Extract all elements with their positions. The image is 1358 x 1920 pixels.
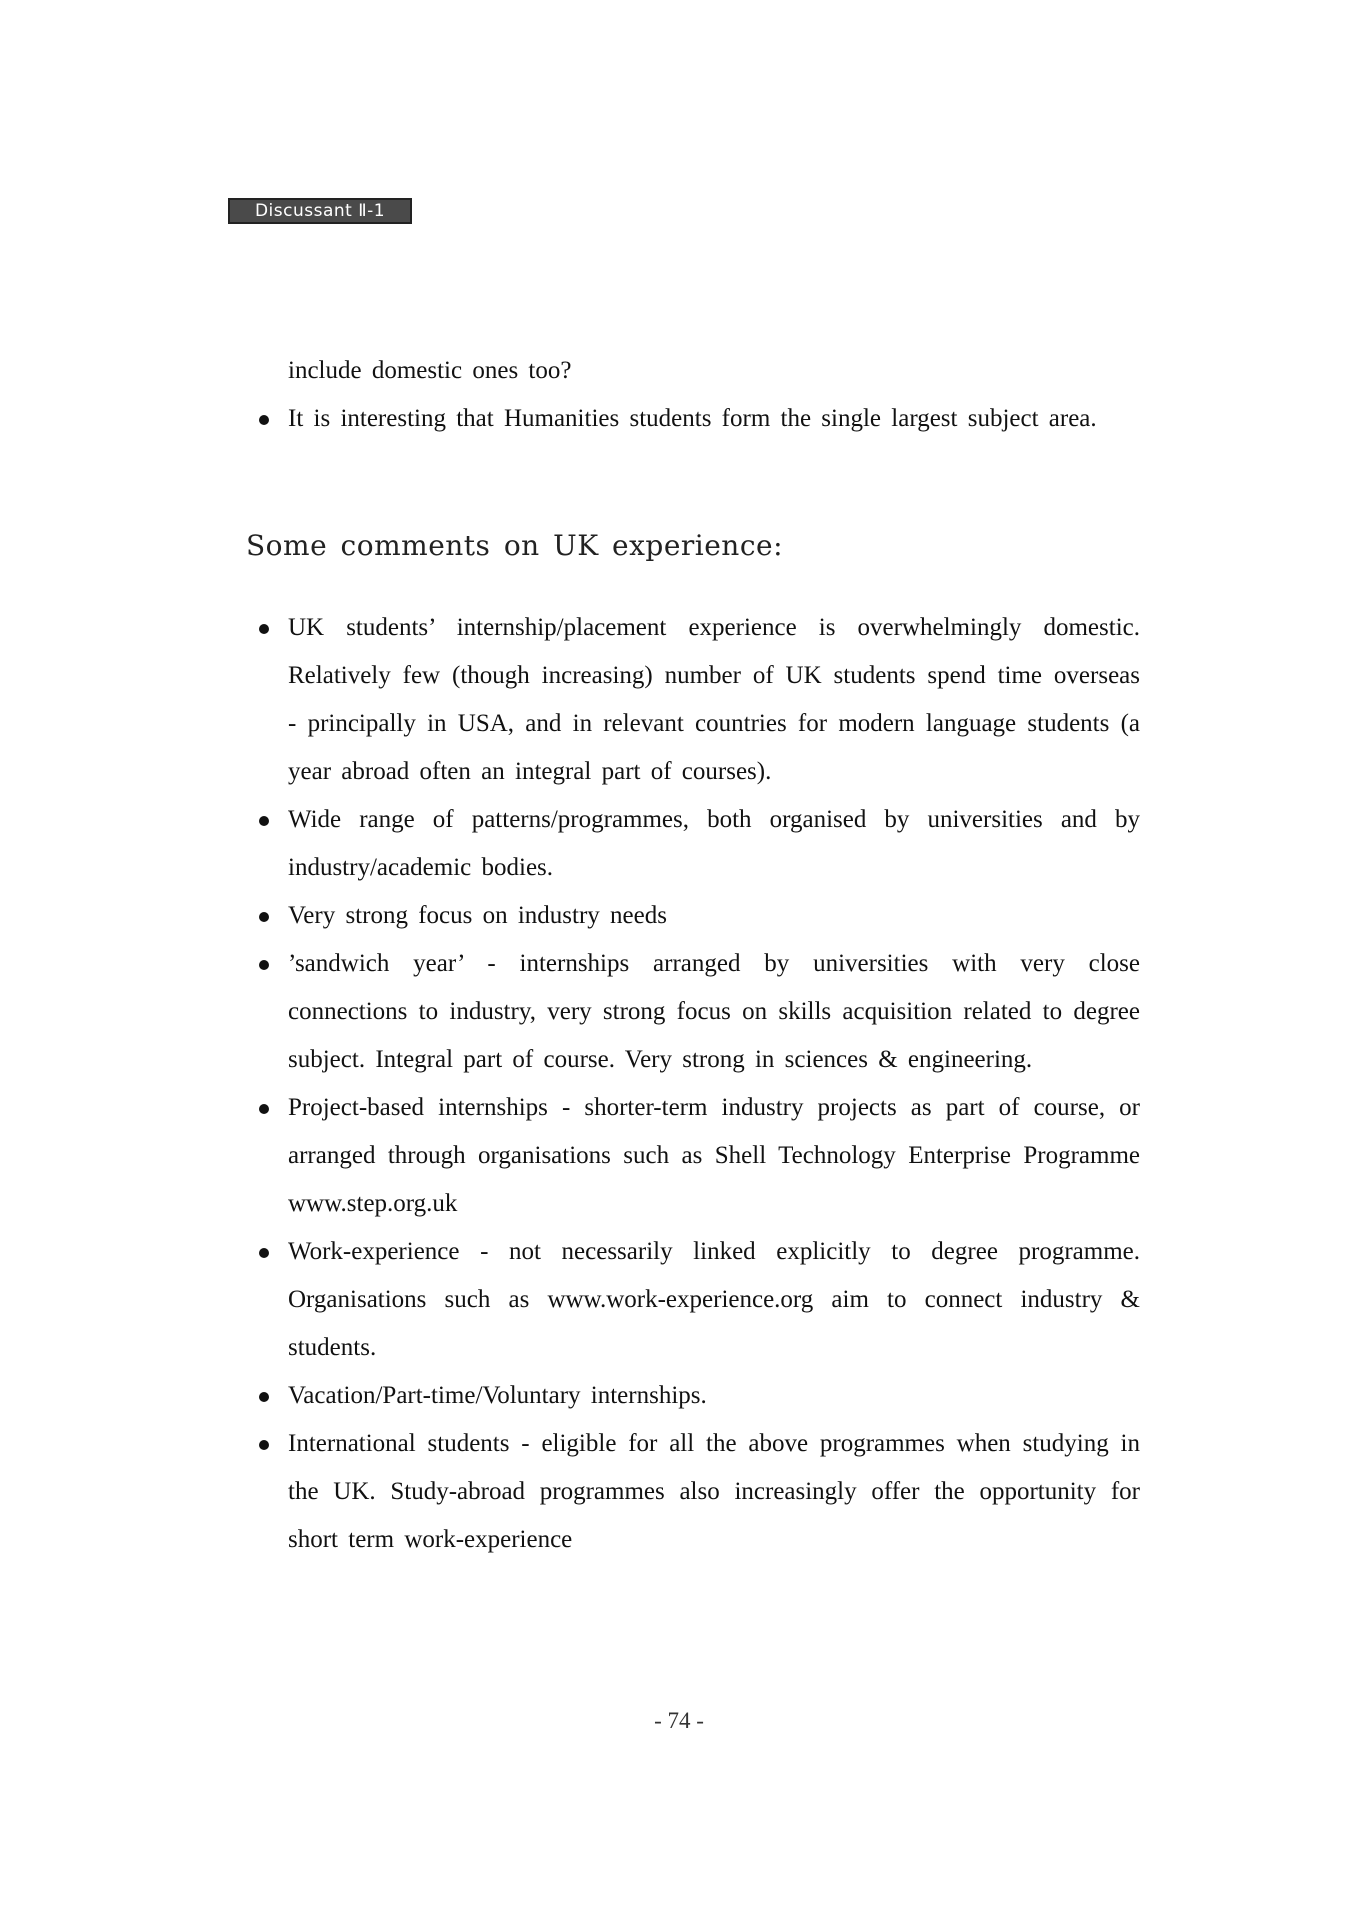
comments-bullet-list [246,604,1140,1564]
list-item: Wide range of patterns/programmes, both organised by universities and by industry/academic bodies. [246,796,1140,892]
section-badge: Discussant Ⅱ-1 [228,198,412,224]
list-item: It is interesting that Humanities students form the single largest subject area. [246,395,1140,443]
page-number: - 74 - [654,1708,704,1733]
list-item: UK students’ internship/placement experience is overwhelmingly domestic. Relatively few (though increasing) number of UK students spend time overseas - principally in USA, and in relevant countries for modern language students (a year abroad often an integral part of courses). [246,604,1140,796]
list-item: International students - eligible for all the above programmes when studying in the UK. Study-abroad programmes also increasingly offer the opportunity for short term work-experience [246,1420,1140,1564]
list-item: Work-experience - not necessarily linked explicitly to degree programme. Organisations such as www.work-experience.org aim to connect industry & students. [246,1228,1140,1372]
list-item: ’sandwich year’ - internships arranged by universities with very close connections to industry, very strong focus on skills acquisition related to degree subject. Integral part of course. Very strong in sciences & engineering. [246,940,1140,1084]
list-item: Very strong focus on industry needs [246,892,1140,940]
intro-block [246,347,1140,443]
list-item: Vacation/Part-time/Voluntary internships. [246,1372,1140,1420]
continuation-text: include domestic ones too? [288,357,572,384]
section-heading: Some comments on UK experience: [246,529,784,562]
list-item: Project-based internships - shorter-term industry projects as part of course, or arranged through organisations such as Shell Technology Enterprise Programme www.step.org.uk [246,1084,1140,1228]
intro-bullet-list [246,395,1140,443]
comments-block [246,604,1140,1564]
